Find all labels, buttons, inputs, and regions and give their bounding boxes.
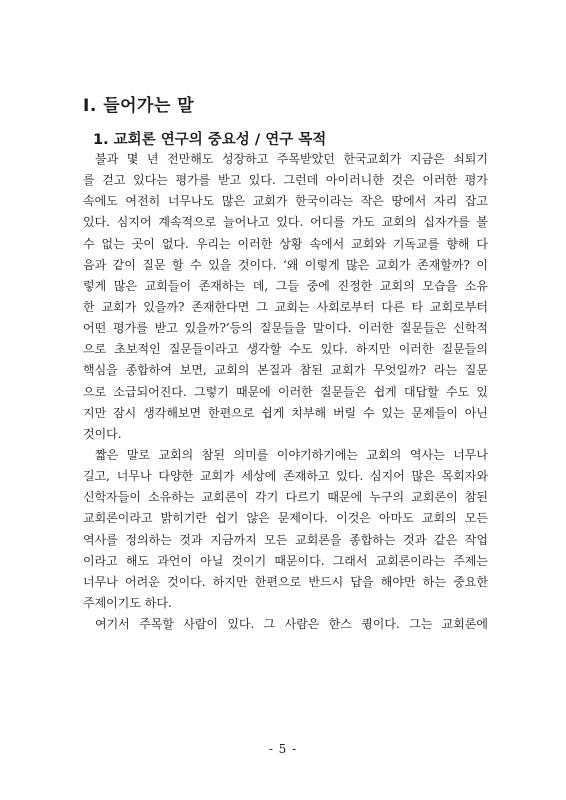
text-line: 핵심을 종합하여 보면, 교회의 본질과 참된 교회가 무엇일까? 라는 질문 xyxy=(83,363,488,378)
text-line: 신학자들이 소유하는 교회론이 각기 다르기 때문에 누구의 교회론이 참된 xyxy=(83,490,488,505)
text-line: 한 교회가 있을까? 존재한다면 그 교회는 사회로부터 다른 타 교회로부터 xyxy=(83,299,488,314)
text-line: 수 없는 곳이 없다. 우리는 이러한 상황 속에서 교회와 기독교를 향해 다 xyxy=(83,236,488,251)
text-line: 주제이기도 하다. xyxy=(83,595,172,610)
section-title: 1. 교회론 연구의 중요성 / 연구 목적 xyxy=(93,132,327,148)
paragraph-2 xyxy=(83,445,488,614)
text-line: 여기서 주목할 사람이 있다. 그 사람은 한스 큉이다. 그는 교회론에 xyxy=(95,617,488,632)
text-line: 것이다. xyxy=(83,426,122,441)
paragraph-3 xyxy=(83,614,488,635)
text-line: 를 걷고 있다는 평가를 받고 있다. 그런데 아이러니한 것은 이러한 평가 xyxy=(83,173,488,188)
text-line: 으로 초보적인 질문들이라고 생각할 수도 있다. 하지만 이러한 질문들의 xyxy=(83,342,488,357)
text-line: 짧은 말로 교회의 참된 의미를 이야기하기에는 교회의 역사는 너무나 xyxy=(95,447,488,462)
text-line: 불과 몇 년 전만해도 성장하고 주목받았던 한국교회가 지금은 쇠퇴기 xyxy=(95,152,488,166)
text-line: 역사를 정의하는 것과 지금까지 모든 교회론을 종합하는 것과 같은 작업 xyxy=(83,532,488,547)
chapter-title: Ⅰ. 들어가는 말 xyxy=(83,96,195,116)
text-line: 렇게 많은 교회들이 존재하는 데, 그들 중에 진정한 교회의 모습을 소유 xyxy=(83,278,488,293)
page-number: - 5 - xyxy=(268,742,298,756)
text-line: 음과 같이 질문 할 수 있을 것이다. ‘왜 이렇게 많은 교회가 존재할까? 이 xyxy=(83,257,488,272)
text-line: 어떤 평가를 받고 있을까?’등의 질문들을 말이다. 이러한 질문들은 신학적 xyxy=(83,321,488,336)
text-line: 너무나 어려운 것이다. 하지만 한편으로 반드시 답을 해야만 하는 중요한 xyxy=(83,574,488,589)
text-line: 으로 소급되어진다. 그렇기 때문에 이러한 질문들은 쉽게 대답할 수도 있 xyxy=(83,384,488,399)
text-line: 속에도 여전히 너무나도 많은 교회가 한국이라는 작은 땅에서 자리 잡고 xyxy=(83,194,488,209)
body-text xyxy=(83,149,488,635)
text-line: 지만 잠시 생각해보면 한편으로 쉽게 치부해 버릴 수 있는 문제들이 아닌 xyxy=(83,405,488,420)
text-line: 교회론이라고 밝히기란 쉽기 않은 문제이다. 이것은 아마도 교회의 모든 xyxy=(83,511,488,526)
text-line: 이라고 해도 과언이 아닐 것이기 때문이다. 그래서 교회론이라는 주제는 xyxy=(83,553,488,568)
paragraph-1 xyxy=(83,149,488,445)
text-line: 길고, 너무나 다양한 교회가 세상에 존재하고 있다. 심지어 많은 목회자와 xyxy=(83,469,488,484)
text-line: 있다. 심지어 계속적으로 늘어나고 있다. 어디를 가도 교회의 십자가를 볼 xyxy=(83,215,488,230)
